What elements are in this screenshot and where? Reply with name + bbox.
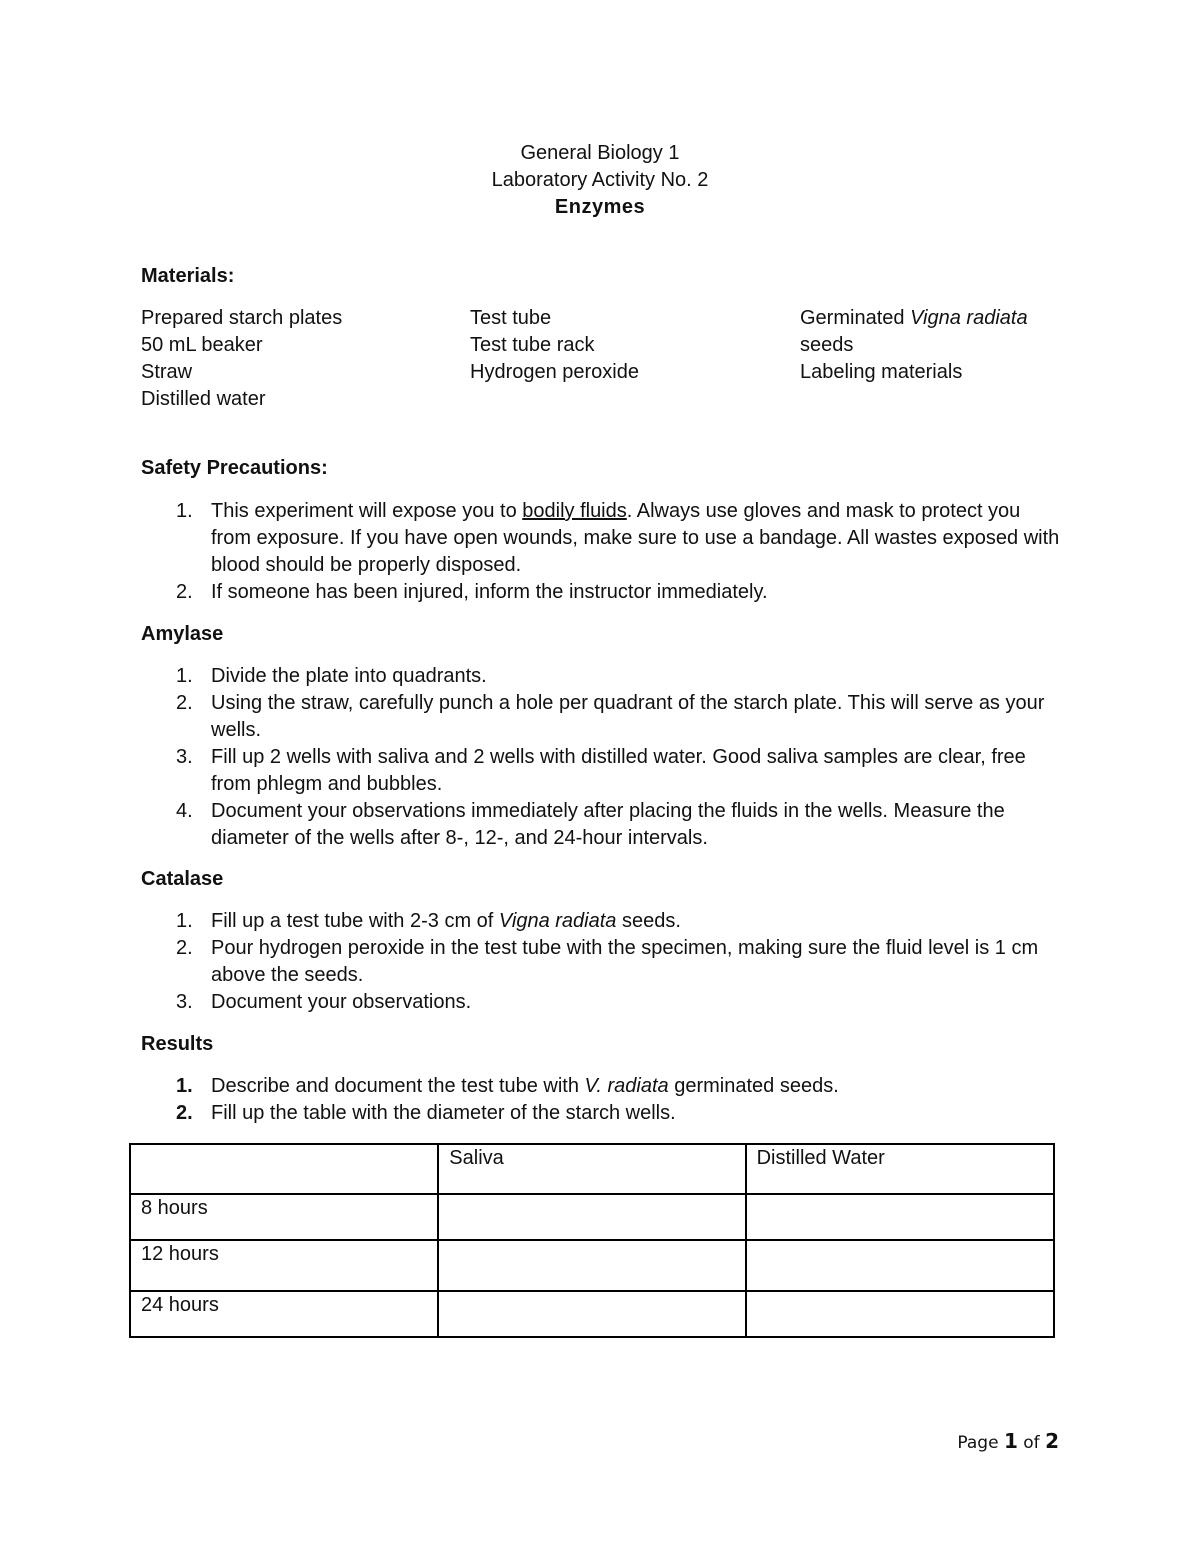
list-item: 2. Fill up the table with the diameter of the starch wells. [176,1102,676,1124]
material-item: seeds [800,334,854,356]
table-cell: Distilled Water [746,1144,1054,1194]
list-item: 3. Fill up 2 wells with saliva and 2 wells with distilled water. Good saliva samples are clear, free from phlegm and bubbles. [176,746,1026,795]
table-cell[interactable] [438,1240,745,1291]
material-item: Prepared starch plates [141,307,343,329]
list-item: 1. Fill up a test tube with 2-3 cm of Vigna radiata seeds. [176,910,681,932]
list-item: 1. Describe and document the test tube with V. radiata germinated seeds. [176,1075,839,1097]
list-item: 1. Divide the plate into quadrants. [176,665,487,687]
materials-column-1 [141,305,342,413]
table-row [130,1291,1054,1337]
table-header-row [130,1144,1054,1194]
page-title: Enzymes [554,196,646,218]
table-cell [130,1144,438,1194]
list-item: 2. Pour hydrogen peroxide in the test tube with the specimen, making sure the fluid level is 1 cm above the seeds. [176,937,1039,986]
material-item: Distilled water [141,388,266,410]
materials-column-2 [470,305,639,386]
material-item: Test tube [470,307,552,329]
table-cell[interactable] [746,1240,1054,1291]
list-item: 4. Document your observations immediately after placing the fluids in the wells. Measure the diameter of the wells after 8-, 12-, and 24-hour intervals. [176,800,1005,849]
material-item: Test tube rack [470,334,595,356]
material-item: Germinated Vigna radiata [800,307,1028,329]
table-cell: 8 hours [130,1194,438,1240]
page-number: Page 1 of 2 [957,1429,1059,1453]
list-item: 2. Using the straw, carefully punch a hole per quadrant of the starch plate. This will serve as your wells. [176,692,1045,741]
table-cell[interactable] [746,1291,1054,1337]
table-cell[interactable] [746,1194,1054,1240]
document-header [0,140,1200,221]
materials-heading: Materials: [141,265,235,287]
list-item: 1. This experiment will expose you to bodily fluids. Always use gloves and mask to protect you from exposure. If you have open wounds, make sure to use a bandage. All wastes exposed with blood should be properly disposed. [176,500,1060,576]
material-item: Straw [141,361,193,383]
results-table [129,1143,1055,1338]
catalase-steps [141,908,1061,1016]
amylase-heading: Amylase [141,623,224,645]
table-row [130,1240,1054,1291]
table-row [130,1194,1054,1240]
table-cell: 24 hours [130,1291,438,1337]
table-cell[interactable] [438,1291,745,1337]
material-item: Labeling materials [800,361,963,383]
catalase-heading: Catalase [141,868,224,890]
table-cell: 12 hours [130,1240,438,1291]
results-heading: Results [141,1033,214,1055]
table-cell[interactable] [438,1194,745,1240]
materials-column-3 [800,305,1028,386]
bodily-fluids-underline: bodily fluids [522,500,627,522]
course-title: General Biology 1 [520,142,680,164]
table-cell: Saliva [438,1144,745,1194]
safety-list [141,498,1061,606]
material-item: Hydrogen peroxide [470,361,639,383]
material-item: 50 mL beaker [141,334,263,356]
results-list [141,1073,1061,1127]
activity-title: Laboratory Activity No. 2 [491,169,709,191]
safety-heading: Safety Precautions: [141,457,328,479]
amylase-steps [141,663,1061,852]
list-item: 3. Document your observations. [176,991,472,1013]
list-item: 2. If someone has been injured, inform the instructor immediately. [176,581,768,603]
